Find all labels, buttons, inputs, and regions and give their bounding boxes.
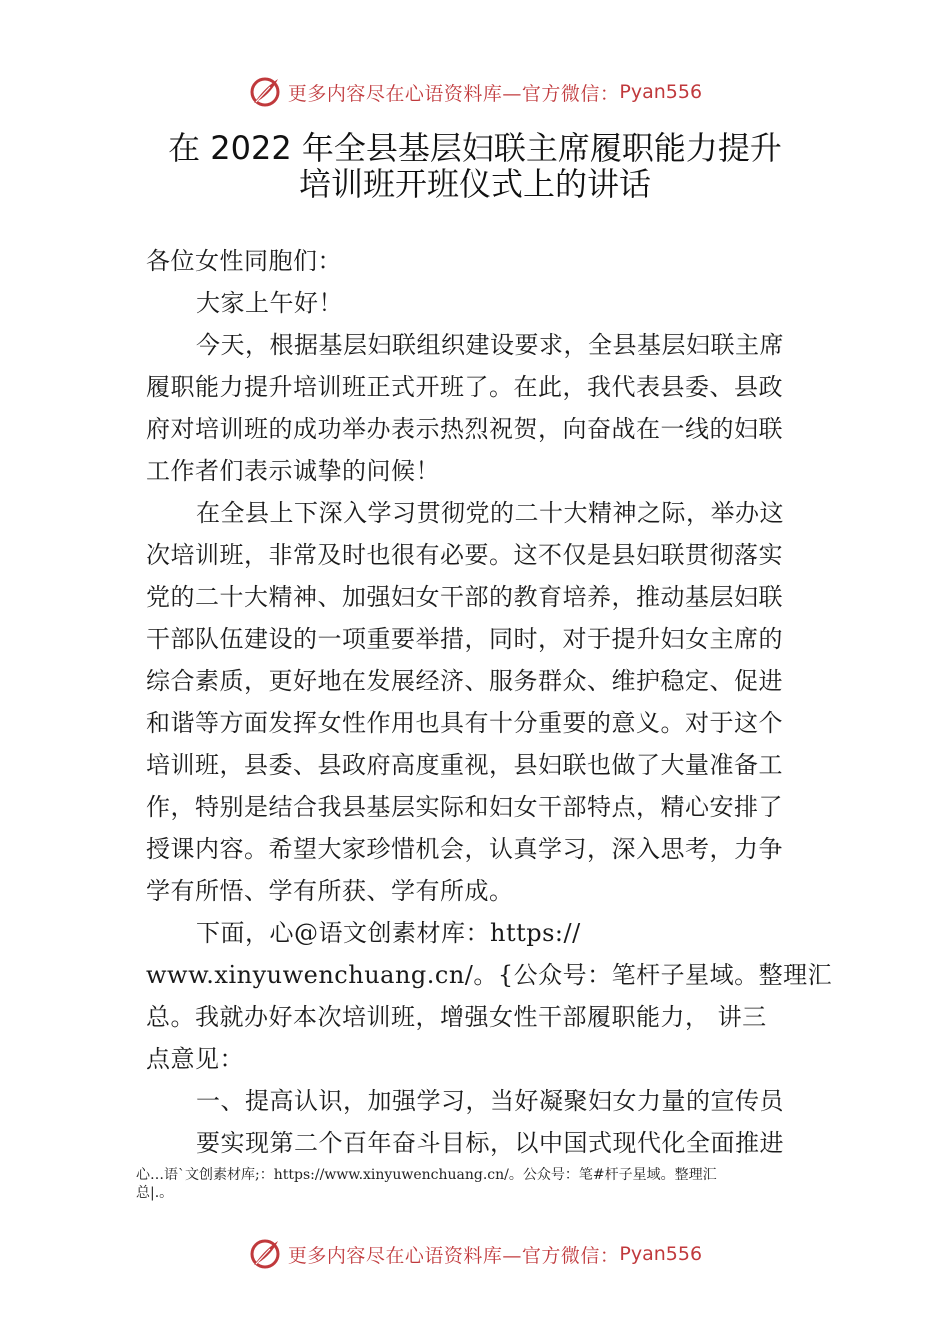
body-line: 次培训班，非常及时也很有必要。这不仅是县妇联贯彻落实 bbox=[146, 541, 783, 569]
banner-text: 更多内容尽在心语资料库—官方微信： bbox=[287, 1244, 620, 1267]
body-line: 履职能力提升培训班正式开班了。在此，我代表县委、县政 bbox=[146, 373, 783, 401]
body-line: 今天，根据基层妇联组织建设要求，全县基层妇联主席 bbox=[196, 331, 784, 359]
body-line: 府对培训班的成功举办表示热烈祝贺，向奋战在一线的妇联 bbox=[146, 415, 783, 443]
title-line-2: 培训班开班仪式上的讲话 bbox=[298, 165, 651, 203]
body-line: 要实现第二个百年奋斗目标，以中国式现代化全面推进 bbox=[196, 1129, 784, 1157]
body-line: 和谐等方面发挥女性作用也具有十分重要的意义。对于这个 bbox=[146, 709, 783, 737]
body-line: 党的二十大精神、加强妇女干部的教育培养，推动基层妇联 bbox=[146, 583, 783, 611]
feather-logo-icon bbox=[248, 75, 282, 109]
body-line: 大家上午好！ bbox=[196, 289, 343, 317]
page-footnote bbox=[136, 1166, 836, 1202]
body-line: 干部队伍建设的一项重要举措，同时，对于提升妇女主席的 bbox=[146, 625, 783, 653]
body-line: 培训班，县委、县政府高度重视，县妇联也做了大量准备工 bbox=[146, 751, 783, 779]
body-line: 授课内容。希望大家珍惜机会，认真学习，深入思考，力争 bbox=[146, 835, 783, 863]
body-line: 点意见： bbox=[146, 1045, 244, 1073]
banner-wechat-id: Pyan556 bbox=[619, 1243, 703, 1265]
body-line: 总。我就办好本次培训班，增强女性干部履职能力， 讲三 bbox=[146, 1003, 767, 1031]
body-line: 作，特别是结合我县基层实际和妇女干部特点，精心安排了 bbox=[146, 793, 783, 821]
bottom-banner bbox=[0, 1232, 950, 1276]
footnote-line-2: 总|.。 bbox=[136, 1185, 174, 1201]
body-line: 学有所悟、学有所获、学有所成。 bbox=[146, 877, 514, 905]
body-line: 下面，心@语文创素材库：https:// bbox=[196, 919, 581, 947]
banner-text: 更多内容尽在心语资料库—官方微信： bbox=[287, 82, 620, 105]
body-line: 工作者们表示诚挚的问候！ bbox=[146, 457, 440, 485]
feather-logo-icon bbox=[248, 1237, 282, 1271]
footnote-line-1: 心…语`文创素材库;：https://www.xinyuwenchuang.cn/。公众号：笔#杆子星域。整理汇 bbox=[136, 1167, 717, 1183]
body-line: 一、提高认识，加强学习，当好凝聚妇女力量的宣传员 bbox=[196, 1087, 784, 1115]
title-line-1: 在 2022 年全县基层妇联主席履职能力提升 bbox=[168, 129, 782, 167]
body-line: 综合素质，更好地在发展经济、服务群众、维护稳定、促进 bbox=[146, 667, 783, 695]
body-line: www.xinyuwenchuang.cn/。{公众号：笔杆子星域。整理汇 bbox=[146, 961, 833, 989]
body-line: 在全县上下深入学习贯彻党的二十大精神之际，举办这 bbox=[196, 499, 784, 527]
banner-wechat-id: Pyan556 bbox=[619, 81, 703, 103]
body-line: 各位女性同胞们： bbox=[146, 247, 342, 275]
document-title bbox=[60, 130, 890, 202]
document-body bbox=[146, 240, 833, 1164]
top-banner bbox=[0, 70, 950, 114]
